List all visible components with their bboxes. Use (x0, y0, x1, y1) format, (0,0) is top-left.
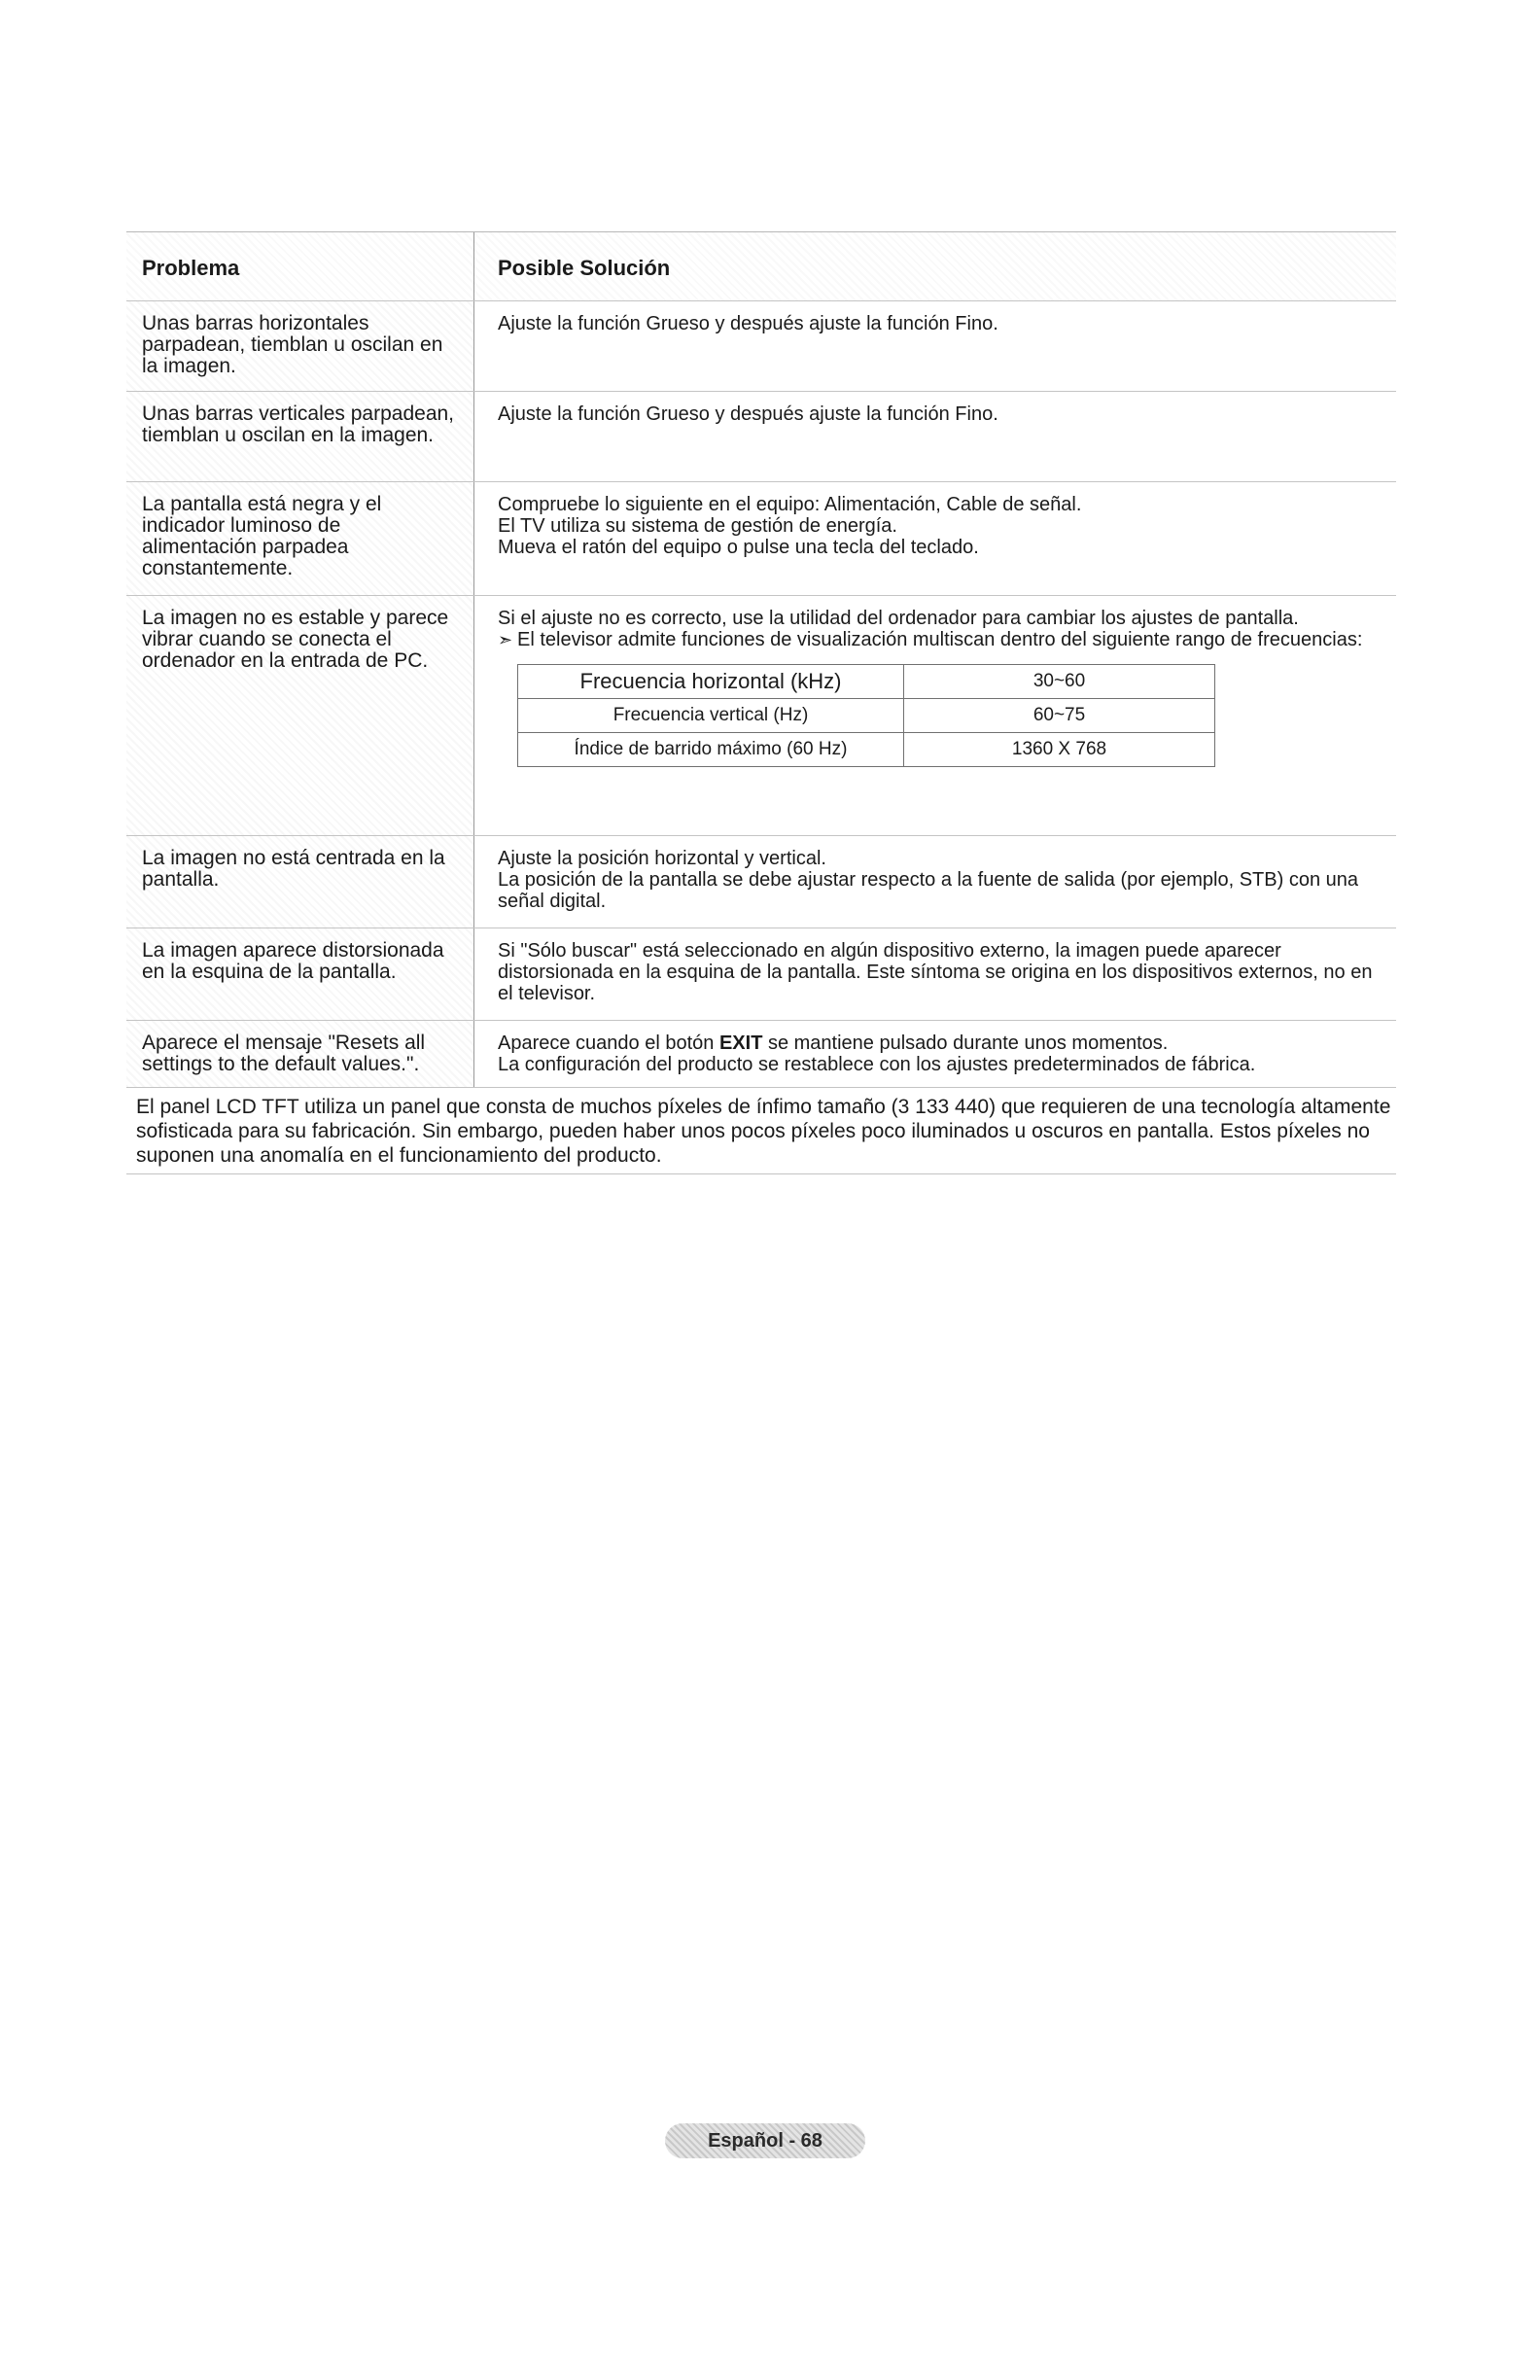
lcd-pixel-footnote: El panel LCD TFT utiliza un panel que consta de muchos píxeles de ínfimo tamaño (3 133 440) que requieren de una tecnología altamente sofisticada para su fabricación. Sin embargo, pueden haber unos pocos píxeles poco iluminados u oscuros en pantalla. Estos píxeles no suponen una anomalía en el funcionamiento del producto. (126, 1095, 1396, 1174)
table-row (126, 836, 1396, 928)
solution-cell (474, 1021, 1396, 1087)
header-solution: Posible Solución (474, 232, 1396, 300)
solution-cell (474, 596, 1396, 835)
table-row (126, 482, 1396, 596)
solution-line (498, 1032, 1379, 1054)
solution-cell (474, 482, 1396, 595)
table-row (126, 1021, 1396, 1088)
frequency-value: 60~75 (904, 699, 1215, 733)
frequency-value: 1360 X 768 (904, 733, 1215, 767)
solution-line: La posición de la pantalla se debe ajustar respecto a la fuente de salida (por ejemplo, STB) con una señal digital. (498, 869, 1358, 912)
solution-cell (474, 301, 1396, 391)
frequency-table (517, 664, 1215, 767)
table-row (126, 596, 1396, 836)
frequency-label: Índice de barrido máximo (60 Hz) (518, 733, 904, 767)
header-problem: Problema (126, 232, 474, 300)
solution-line: La configuración del producto se restablece con los ajustes predeterminados de fábrica. (498, 1054, 1256, 1075)
solution-line: Si "Sólo buscar" está seleccionado en algún dispositivo externo, la imagen puede aparecer distorsionada en la esquina de la pantalla. Este síntoma se origina en los dispositivos externos, no en el televisor. (498, 940, 1373, 1004)
solution-text: se mantiene pulsado durante unos momentos. (762, 1032, 1169, 1054)
exit-button-label: EXIT (718, 1032, 763, 1054)
table-header-row (126, 232, 1396, 301)
problem-cell: La imagen aparece distorsionada en la esquina de la pantalla. (126, 928, 474, 1020)
solution-cell (474, 836, 1396, 928)
solution-line: El TV utiliza su sistema de gestión de energía. (498, 515, 897, 537)
note (498, 629, 1379, 650)
problem-cell: Unas barras horizontales parpadean, tiemblan u oscilan en la imagen. (126, 301, 474, 391)
problem-cell: La pantalla está negra y el indicador luminoso de alimentación parpadea constantemente. (126, 482, 474, 595)
table-row (126, 928, 1396, 1021)
solution-line: Mueva el ratón del equipo o pulse una tecla del teclado. (498, 537, 979, 558)
table-row (126, 392, 1396, 482)
problem-cell: Unas barras verticales parpadean, tiemblan u oscilan en la imagen. (126, 392, 474, 481)
frequency-row (518, 733, 1215, 767)
solution-line: Compruebe lo siguiente en el equipo: Alimentación, Cable de señal. (498, 494, 1082, 515)
problem-cell: La imagen no es estable y parece vibrar cuando se conecta el ordenador en la entrada de PC. (126, 596, 474, 835)
solution-line: Si el ajuste no es correcto, use la utilidad del ordenador para cambiar los ajustes de pantalla. (498, 608, 1299, 629)
frequency-value: 30~60 (904, 665, 1215, 699)
problem-cell: Aparece el mensaje "Resets all settings to the default values.". (126, 1021, 474, 1087)
table-row (126, 301, 1396, 392)
troubleshooting-table (126, 231, 1396, 1088)
solution-cell (474, 928, 1396, 1020)
solution-line: Ajuste la posición horizontal y vertical. (498, 848, 826, 869)
note-arrow-icon: ➣ (498, 630, 513, 649)
frequency-row (518, 699, 1215, 733)
frequency-label: Frecuencia vertical (Hz) (518, 699, 904, 733)
solution-line: Ajuste la función Grueso y después ajuste la función Fino. (498, 313, 998, 334)
page-number-badge: Español - 68 (665, 2123, 865, 2158)
solution-line: Ajuste la función Grueso y después ajuste la función Fino. (498, 403, 998, 425)
note-text: El televisor admite funciones de visualización multiscan dentro del siguiente rango de frecuencias: (517, 629, 1363, 650)
frequency-row (518, 665, 1215, 699)
solution-text: Aparece cuando el botón (498, 1032, 719, 1054)
solution-cell (474, 392, 1396, 481)
frequency-label: Frecuencia horizontal (kHz) (518, 665, 904, 699)
problem-cell: La imagen no está centrada en la pantalla. (126, 836, 474, 928)
